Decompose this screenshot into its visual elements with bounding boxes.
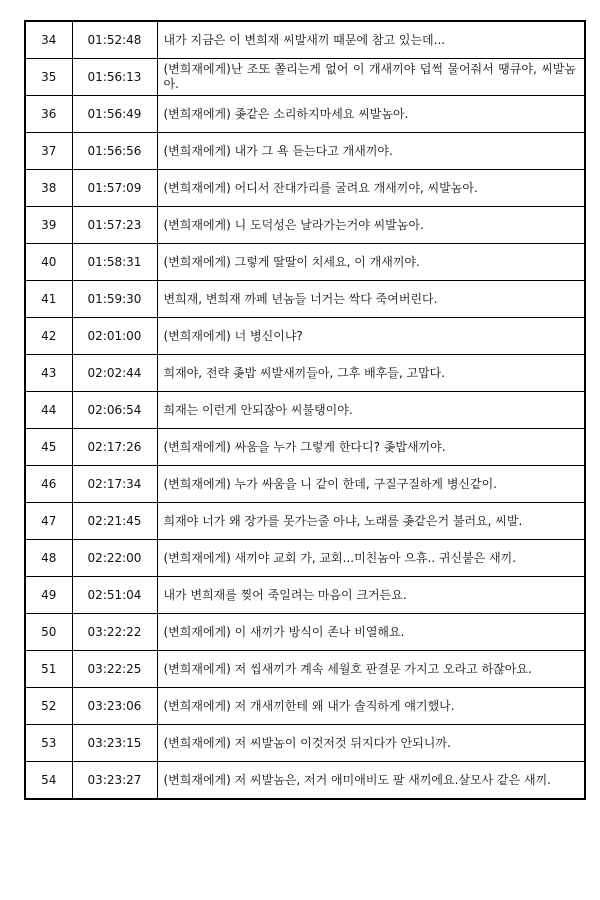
table-row bbox=[25, 244, 585, 281]
row-transcript-text: 내가 지금은 이 변희재 씨발새끼 때문에 참고 있는데... bbox=[157, 21, 585, 59]
row-timestamp: 02:06:54 bbox=[72, 392, 157, 429]
row-number: 42 bbox=[25, 318, 72, 355]
table-row bbox=[25, 21, 585, 59]
document-page bbox=[24, 20, 584, 800]
row-transcript-text: (변희재에게) 내가 그 욕 듣는다고 개새끼야. bbox=[157, 133, 585, 170]
table-row bbox=[25, 614, 585, 651]
row-timestamp: 01:58:31 bbox=[72, 244, 157, 281]
row-number: 49 bbox=[25, 577, 72, 614]
row-timestamp: 01:59:30 bbox=[72, 281, 157, 318]
row-timestamp: 03:23:06 bbox=[72, 688, 157, 725]
row-number: 40 bbox=[25, 244, 72, 281]
row-number: 50 bbox=[25, 614, 72, 651]
row-number: 52 bbox=[25, 688, 72, 725]
row-transcript-text: (변희재에게) 저 개새끼한테 왜 내가 솔직하게 얘기했나. bbox=[157, 688, 585, 725]
row-transcript-text: (변희재에게)난 조또 쫄리는게 없어 이 개새끼야 덥썩 물어줘서 땡큐야, 씨발놈아. bbox=[157, 59, 585, 96]
row-timestamp: 01:52:48 bbox=[72, 21, 157, 59]
row-transcript-text: (변희재에게) 싸움을 누가 그렇게 한다디? 좆밥새끼야. bbox=[157, 429, 585, 466]
row-timestamp: 03:23:15 bbox=[72, 725, 157, 762]
row-timestamp: 02:17:26 bbox=[72, 429, 157, 466]
table-row bbox=[25, 725, 585, 762]
row-number: 45 bbox=[25, 429, 72, 466]
row-number: 51 bbox=[25, 651, 72, 688]
table-row bbox=[25, 429, 585, 466]
row-transcript-text: (변희재에게) 좆같은 소리하지마세요 씨발놈아. bbox=[157, 96, 585, 133]
row-transcript-text: (변희재에게) 누가 싸움을 니 같이 한데, 구질구질하게 병신같이. bbox=[157, 466, 585, 503]
row-number: 37 bbox=[25, 133, 72, 170]
row-timestamp: 03:22:22 bbox=[72, 614, 157, 651]
row-transcript-text: (변희재에게) 새끼야 교회 가, 교회...미친놈아 으휴.. 귀신붙은 새끼. bbox=[157, 540, 585, 577]
table-row bbox=[25, 651, 585, 688]
row-number: 48 bbox=[25, 540, 72, 577]
table-row bbox=[25, 688, 585, 725]
table-row bbox=[25, 281, 585, 318]
row-timestamp: 02:02:44 bbox=[72, 355, 157, 392]
row-transcript-text: 희재야, 전략 좆밥 씨발새끼들아, 그후 배후들, 고맙다. bbox=[157, 355, 585, 392]
row-timestamp: 03:22:25 bbox=[72, 651, 157, 688]
table-row bbox=[25, 392, 585, 429]
table-row bbox=[25, 466, 585, 503]
table-row bbox=[25, 59, 585, 96]
row-timestamp: 01:56:49 bbox=[72, 96, 157, 133]
row-timestamp: 01:57:23 bbox=[72, 207, 157, 244]
row-timestamp: 02:21:45 bbox=[72, 503, 157, 540]
row-transcript-text: 희재야 너가 왜 장가를 못가는줄 아냐, 노래를 좆같은거 불러요, 씨발. bbox=[157, 503, 585, 540]
row-transcript-text: (변희재에게) 니 도덕성은 날라가는거야 씨발놈아. bbox=[157, 207, 585, 244]
transcript-table-body bbox=[25, 21, 585, 799]
row-timestamp: 02:51:04 bbox=[72, 577, 157, 614]
transcript-table bbox=[24, 20, 586, 800]
row-transcript-text: (변희재에게) 이 새끼가 방식이 존나 비열해요. bbox=[157, 614, 585, 651]
row-number: 38 bbox=[25, 170, 72, 207]
row-number: 54 bbox=[25, 762, 72, 800]
row-timestamp: 02:17:34 bbox=[72, 466, 157, 503]
row-number: 35 bbox=[25, 59, 72, 96]
table-row bbox=[25, 577, 585, 614]
row-transcript-text: (변희재에게) 그렇게 딸딸이 치세요, 이 개새끼야. bbox=[157, 244, 585, 281]
row-number: 39 bbox=[25, 207, 72, 244]
row-transcript-text: (변희재에게) 너 병신이냐? bbox=[157, 318, 585, 355]
row-number: 53 bbox=[25, 725, 72, 762]
row-timestamp: 02:22:00 bbox=[72, 540, 157, 577]
row-timestamp: 03:23:27 bbox=[72, 762, 157, 800]
table-row bbox=[25, 355, 585, 392]
table-row bbox=[25, 96, 585, 133]
row-timestamp: 01:56:13 bbox=[72, 59, 157, 96]
table-row bbox=[25, 207, 585, 244]
row-number: 34 bbox=[25, 21, 72, 59]
row-timestamp: 01:57:09 bbox=[72, 170, 157, 207]
row-transcript-text: 변희재, 변희재 까페 년놈들 너거는 싹다 죽여버린다. bbox=[157, 281, 585, 318]
row-timestamp: 01:56:56 bbox=[72, 133, 157, 170]
row-number: 43 bbox=[25, 355, 72, 392]
row-transcript-text: (변희재에게) 어디서 잔대가리를 굴려요 개새끼야, 씨발놈아. bbox=[157, 170, 585, 207]
row-number: 36 bbox=[25, 96, 72, 133]
row-number: 44 bbox=[25, 392, 72, 429]
row-transcript-text: 희재는 이런게 안되잖아 씨불탱이야. bbox=[157, 392, 585, 429]
row-timestamp: 02:01:00 bbox=[72, 318, 157, 355]
row-number: 47 bbox=[25, 503, 72, 540]
row-transcript-text: 내가 변희재를 찢어 죽일려는 마음이 크거든요. bbox=[157, 577, 585, 614]
row-transcript-text: (변희재에게) 저 씹새끼가 계속 세월호 판결문 가지고 오라고 하잖아요. bbox=[157, 651, 585, 688]
row-number: 46 bbox=[25, 466, 72, 503]
table-row bbox=[25, 318, 585, 355]
table-row bbox=[25, 170, 585, 207]
row-transcript-text: (변희재에게) 저 씨발놈은, 저거 애미애비도 팔 새끼에요.살모사 같은 새끼. bbox=[157, 762, 585, 800]
row-number: 41 bbox=[25, 281, 72, 318]
table-row bbox=[25, 540, 585, 577]
table-row bbox=[25, 762, 585, 800]
table-row bbox=[25, 503, 585, 540]
table-row bbox=[25, 133, 585, 170]
row-transcript-text: (변희재에게) 저 씨발놈이 이것저것 뒤지다가 안되니까. bbox=[157, 725, 585, 762]
